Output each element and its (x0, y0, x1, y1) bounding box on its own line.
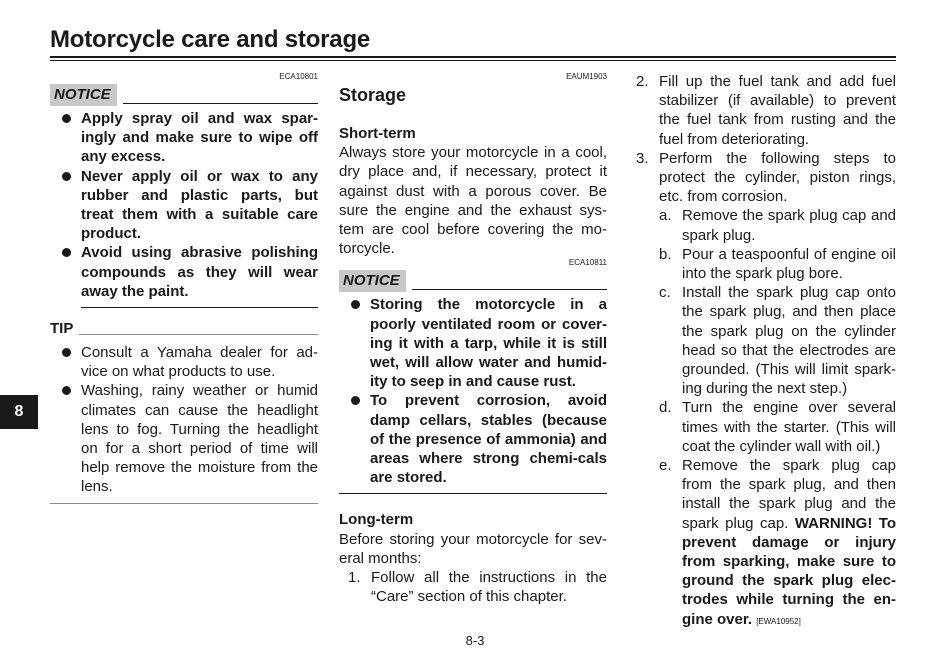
substep-label: d. (659, 399, 672, 417)
warning-text: WARNING! To prevent damage or injury from sparking, make sure to ground the spark plug elec-trodes while turning the en-gine over. (682, 514, 897, 628)
warning-code: [EWA10952] (756, 616, 801, 626)
section-code: EAUM1903 (566, 72, 607, 81)
step-number: 3. (636, 149, 649, 167)
substep-text: Pour a teaspoonful of engine oil into the spark plug bore. (682, 245, 896, 283)
substep-label: a. (659, 207, 672, 225)
notice-item: Apply spray oil and wax spar-ingly and make sure to wipe off any excess. (50, 109, 318, 167)
tip-item: Washing, rainy weather or humid climates can cause the headlight lens to fog. Turning the headlight on for a short period of time will help remove the moisture from the lens. (50, 381, 318, 496)
tip-item: Consult a Yamaha dealer for ad-vice on what products to use. (50, 343, 318, 381)
step-item (636, 149, 896, 631)
column-right (636, 72, 896, 631)
tip-header (50, 320, 318, 338)
storage-steps-continued (636, 72, 896, 631)
short-term-heading: Short-term (339, 125, 416, 142)
substep-item (659, 206, 896, 244)
column-left (50, 72, 318, 504)
section-title: Storage (339, 85, 407, 105)
title-rule (50, 56, 896, 58)
chapter-tab: 8 (0, 395, 38, 429)
notice-list (50, 109, 318, 301)
notice-rule (412, 289, 607, 290)
substep-list (659, 206, 896, 630)
substep-text: Remove the spark plug cap and spark plug. (682, 207, 896, 244)
step-text: Fill up the fuel tank and add fuel stabilizer (if available) to prevent the fuel tank from rusting and the fuel from deteriorating. (659, 73, 896, 148)
substep-item (659, 456, 896, 631)
tip-list (50, 343, 318, 497)
long-term-heading: Long-term (339, 511, 414, 529)
title-rule-thin (50, 60, 896, 61)
notice-label: NOTICE (339, 270, 406, 292)
long-term-text: Before storing your motorcycle for sev-eral months: (339, 530, 607, 567)
substep-label: b. (659, 245, 672, 263)
step-item (636, 72, 896, 149)
notice-item: Never apply oil or wax to any rubber and plastic parts, but treat them with a suitable care product. (50, 167, 318, 244)
notice-end-rule (81, 307, 318, 308)
notice-label: NOTICE (50, 84, 117, 106)
short-term-text: Always store your motorcycle in a cool, dry place and, if necessary, protect it against dust with a porous cover. Be sure the engine and the exhaust sys-tem are cool before covering the mo-torcycle. (339, 144, 607, 258)
tip-label: TIP (50, 320, 74, 338)
tip-rule (79, 334, 318, 335)
storage-steps (348, 568, 607, 606)
page-title: Motorcycle care and storage (50, 26, 371, 53)
notice-item: To prevent corrosion, avoid damp cellars, stables (because of the presence of ammonia) and areas where strong chemi-cals are stored. (339, 391, 607, 487)
step-number: 1. (348, 569, 361, 587)
step-item (348, 568, 607, 606)
page-number: 8-3 (465, 633, 485, 648)
notice-item: Storing the motorcycle in a poorly ventilated room or cover-ing it with a tarp, while it is still wet, will allow water and humid-ity to seep in and cause rust. (339, 295, 607, 391)
step-text: Follow all the instructions in the “Care” section of this chapter. (371, 569, 607, 606)
step-text: Perform the following steps to protect the cylinder, piston rings, etc. from corrosion. (659, 149, 896, 206)
notice-list (339, 295, 607, 487)
substep-label: c. (659, 284, 671, 302)
substep-text: Turn the engine over several times with the starter. (This will coat the cylinder wall with oil.) (682, 399, 896, 455)
step-number: 2. (636, 73, 649, 90)
column-middle (339, 72, 607, 606)
notice-header (50, 84, 318, 106)
notice-item: Avoid using abrasive polishing compounds as they will wear away the paint. (50, 243, 318, 301)
notice-rule (123, 103, 318, 104)
substep-item (659, 283, 896, 398)
notice-code: ECA10811 (568, 258, 607, 268)
substep-item (659, 398, 896, 456)
substep-item (659, 245, 896, 283)
substep-text: Remove the spark plug cap from the spark plug, and then install the spark plug and the spark plug cap. (682, 457, 896, 532)
tip-end-rule (50, 503, 318, 504)
notice-code: ECA10801 (279, 72, 318, 81)
notice-header (339, 270, 607, 292)
substep-text: Install the spark plug cap onto the spark plug, and then place the spark plug on the cylinder head so that the electrodes are grounded. (This will limit spark-ing during the next step.) (682, 284, 896, 398)
substep-label: e. (659, 457, 672, 475)
